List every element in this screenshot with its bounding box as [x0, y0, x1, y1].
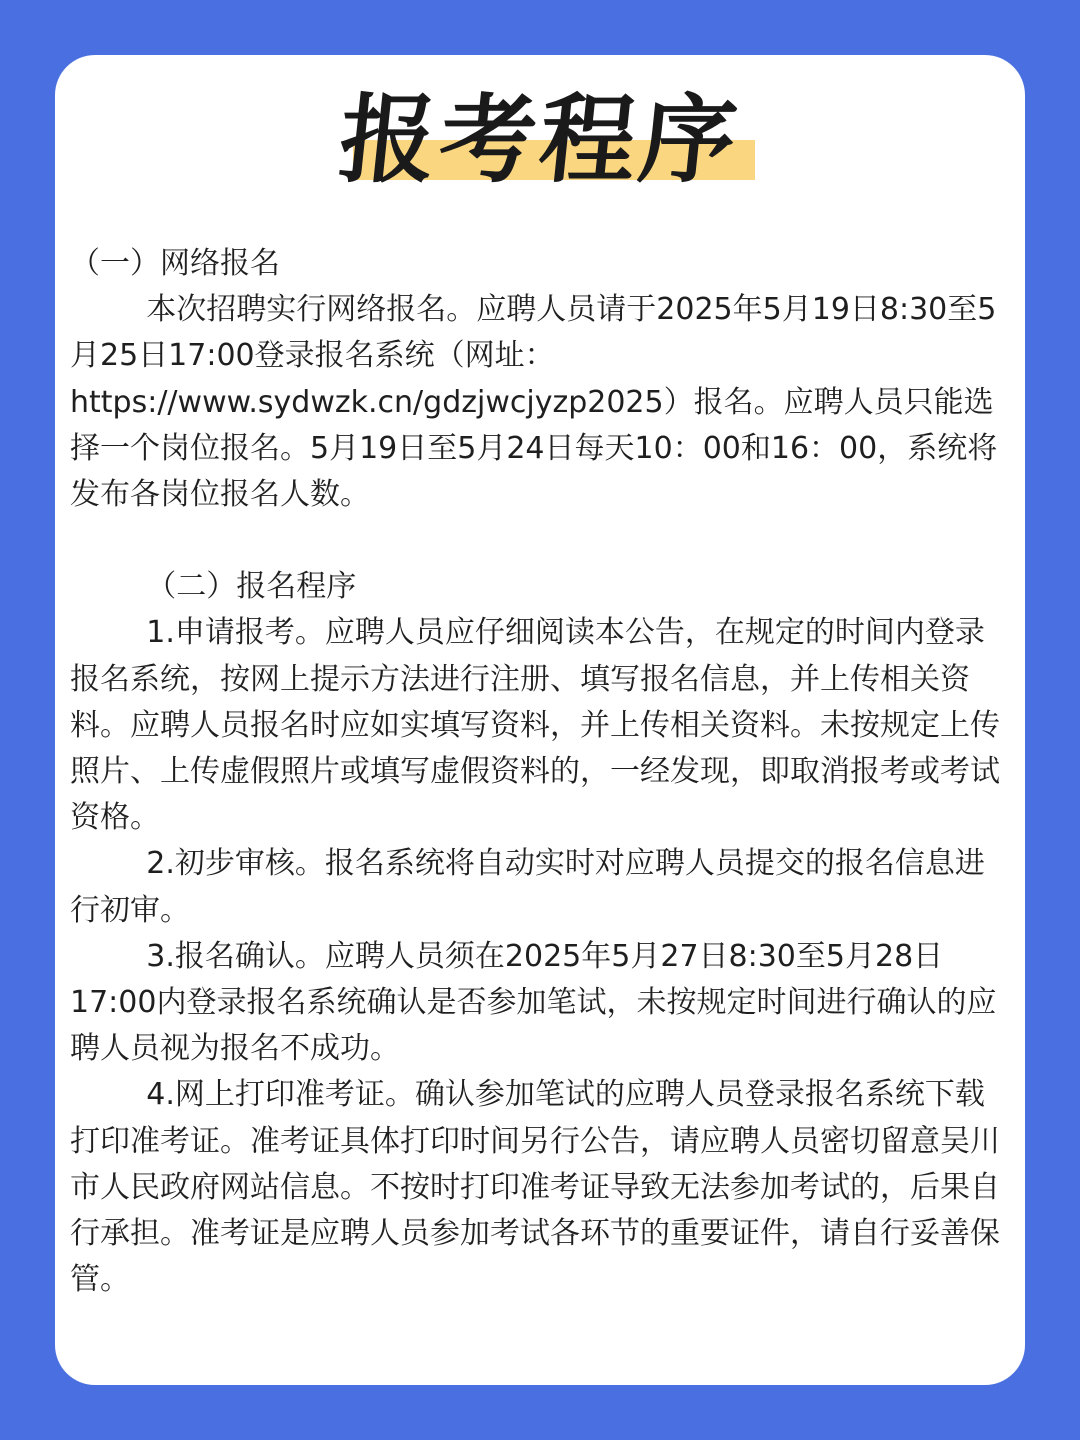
- content-card: [55, 55, 1025, 1385]
- section-1-heading: （一）网络报名: [70, 246, 280, 281]
- section-2-heading: （二）报名程序: [70, 569, 357, 605]
- section-2-step-1: 1.申请报考。应聘人员应仔细阅读本公告，在规定的时间内登录报名系统，按网上提示方法进行注册、填写报名信息，并上传相关资料。应聘人员报名时应如实填写资料，并上传相关资料。未按规定上传照片、上传虚假照片或填写虚假资料的，一经发现，即取消报考或考试资格。: [70, 615, 1000, 836]
- section-spacer: [70, 518, 1010, 564]
- section-1-paragraph: 本次招聘实行网络报名。应聘人员请于2025年5月19日8:30至5月25日17:00登录报名系统（网址：https://www.sydwzk.cn/gdzjwcjyzp2025）报名。应聘人员只能选择一个岗位报名。5月19日至5月24日每天10：00和16：00，系统将发布各岗位报名人数。: [70, 292, 998, 513]
- article-body: [70, 241, 1010, 1303]
- page-title: 报考程序: [334, 84, 746, 196]
- section-2-step-2: 2.初步审核。报名系统将自动实时对应聘人员提交的报名信息进行初审。: [70, 846, 985, 928]
- title-wrapper: [55, 85, 1025, 195]
- section-2-step-3: 3.报名确认。应聘人员须在2025年5月27日8:30至5月28日17:00内登录报名系统确认是否参加笔试，未按规定时间进行确认的应聘人员视为报名不成功。: [70, 938, 997, 1067]
- section-2-step-4: 4.网上打印准考证。确认参加笔试的应聘人员登录报名系统下载打印准考证。准考证具体打印时间另行公告，请应聘人员密切留意吴川市人民政府网站信息。不按时打印准考证导致无法参加考试的，后果自行承担。准考证是应聘人员参加考试各环节的重要证件，请自行妥善保管。: [70, 1077, 1000, 1298]
